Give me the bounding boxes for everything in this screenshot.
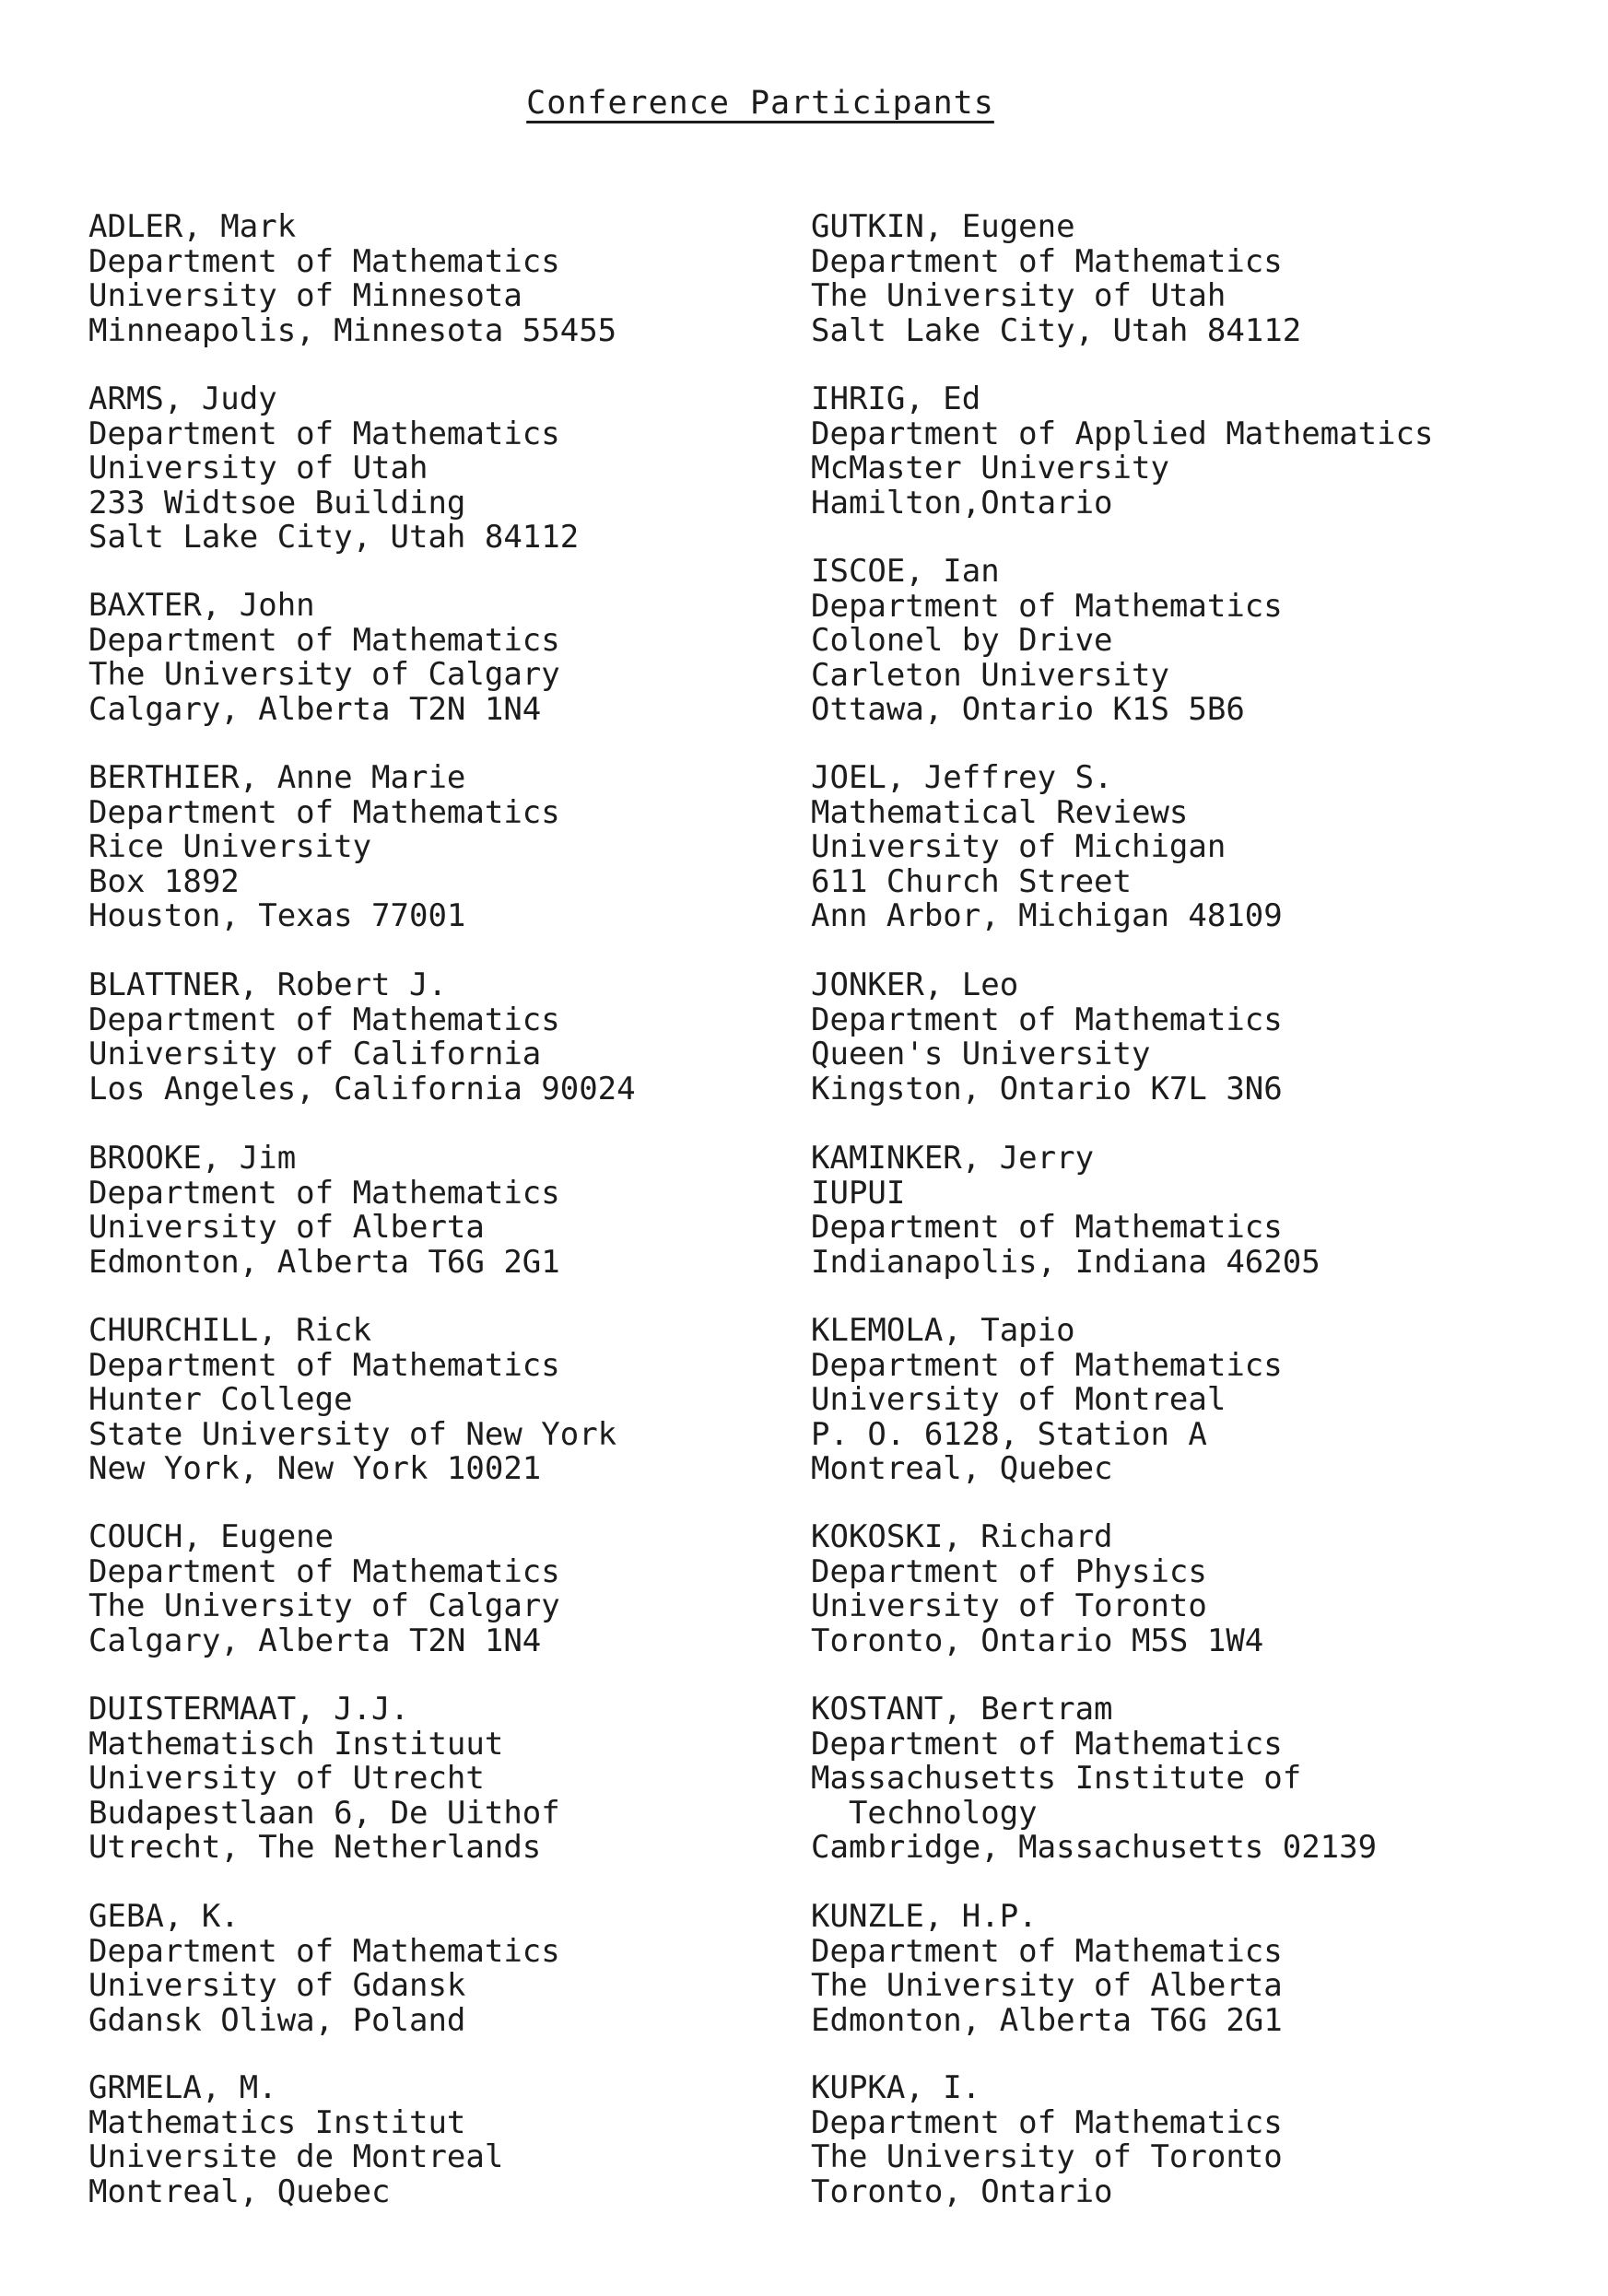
participant-name: JONKER, Leo <box>811 966 1019 1003</box>
address-line: Department of Mathematics <box>811 242 1283 280</box>
address-line: Calgary, Alberta T2N 1N4 <box>88 690 542 728</box>
address-line: Mathematical Reviews <box>811 793 1189 831</box>
participant-entry <box>88 210 616 348</box>
address-line: Universite de Montreal <box>88 2138 504 2175</box>
address-line: Ann Arbor, Michigan 48109 <box>811 897 1283 934</box>
address-line: Massachusetts Institute of <box>811 1760 1302 1797</box>
participant-entry <box>88 382 579 556</box>
participant-entry <box>88 1693 560 1866</box>
address-line: Rice University <box>88 828 372 865</box>
address-line: Salt Lake City, Utah 84112 <box>88 519 580 556</box>
address-line: Department of Mathematics <box>811 1725 1283 1763</box>
address-line: Mathematisch Instituut <box>88 1725 504 1763</box>
address-line: Box 1892 <box>88 862 240 900</box>
participant-name: KUNZLE, H.P. <box>811 1898 1038 1935</box>
address-line: Department of Mathematics <box>811 2103 1283 2141</box>
address-line: University of Toronto <box>811 1587 1207 1624</box>
address-line: Department of Mathematics <box>811 1001 1283 1038</box>
address-line: State University of New York <box>88 1415 617 1453</box>
address-line: Cambridge, Massachusetts 02139 <box>811 1829 1378 1866</box>
participant-name: COUCH, Eugene <box>88 1518 335 1555</box>
address-line: Hamilton,Ontario <box>811 484 1113 521</box>
participant-entry <box>811 1314 1283 1487</box>
participant-entry <box>811 761 1283 934</box>
address-line: Department of Mathematics <box>88 242 560 280</box>
address-line: Queen's University <box>811 1036 1151 1072</box>
participant-name: BLATTNER, Robert J. <box>88 966 447 1003</box>
address-line: Department of Mathematics <box>811 1346 1283 1384</box>
address-line: Los Angeles, California 90024 <box>88 1070 636 1107</box>
address-line: Toronto, Ontario <box>811 2173 1113 2210</box>
address-line: Department of Mathematics <box>88 1346 560 1384</box>
address-line: The University of Calgary <box>88 656 560 693</box>
participant-entry <box>811 555 1283 728</box>
address-line: The University of Toronto <box>811 2138 1283 2175</box>
address-line: Gdansk Oliwa, Poland <box>88 2001 466 2039</box>
participant-name: JOEL, Jeffrey S. <box>811 759 1113 796</box>
participant-name: GUTKIN, Eugene <box>811 208 1075 245</box>
participant-entry <box>811 1900 1283 2038</box>
address-line: Indianapolis, Indiana 46205 <box>811 1243 1320 1281</box>
address-line: McMaster University <box>811 450 1169 486</box>
participant-entry <box>88 1900 560 2038</box>
participant-name: BAXTER, John <box>88 587 315 624</box>
participant-name: DUISTERMAAT, J.J. <box>88 1691 409 1728</box>
address-line: Department of Mathematics <box>88 1552 560 1590</box>
address-line: Toronto, Ontario M5S 1W4 <box>811 1622 1264 1659</box>
address-line: Minneapolis, Minnesota 55455 <box>88 311 617 349</box>
address-line: Hunter College <box>88 1381 353 1418</box>
address-line: Department of Applied Mathematics <box>811 415 1434 452</box>
participant-entry <box>811 1520 1263 1658</box>
address-line: Department of Mathematics <box>811 587 1283 625</box>
participant-entry <box>811 1693 1377 1866</box>
address-line: Salt Lake City, Utah 84112 <box>811 311 1302 349</box>
address-line: University of Michigan <box>811 828 1227 865</box>
participant-entry <box>88 1314 616 1487</box>
participant-entry <box>811 968 1283 1107</box>
participant-name: KAMINKER, Jerry <box>811 1140 1095 1177</box>
participant-entry <box>88 761 560 934</box>
address-line: Montreal, Quebec <box>88 2173 391 2210</box>
participant-entry <box>811 210 1301 348</box>
address-line: Edmonton, Alberta T6G 2G1 <box>811 2001 1283 2039</box>
participant-name: ISCOE, Ian <box>811 553 1000 590</box>
address-line: 611 Church Street <box>811 862 1132 900</box>
address-line: Department of Mathematics <box>88 1932 560 1970</box>
address-line: Department of Mathematics <box>88 793 560 831</box>
address-line: Department of Mathematics <box>811 1209 1283 1246</box>
participant-entry <box>88 1520 560 1658</box>
address-line: 233 Widtsoe Building <box>88 484 466 521</box>
participant-entry <box>88 968 636 1107</box>
address-line: Department of Mathematics <box>88 621 560 659</box>
address-line: The University of Calgary <box>88 1587 560 1624</box>
participant-name: BERTHIER, Anne Marie <box>88 759 466 796</box>
address-line: Department of Mathematics <box>811 1932 1283 1970</box>
participant-entry <box>88 2071 503 2209</box>
participant-name: CHURCHILL, Rick <box>88 1312 372 1349</box>
address-line: Calgary, Alberta T2N 1N4 <box>88 1622 542 1659</box>
participant-name: GEBA, K. <box>88 1898 240 1935</box>
address-line: University of Utah <box>88 450 428 486</box>
address-line: P. O. 6128, Station A <box>811 1415 1207 1453</box>
address-line: Montreal, Quebec <box>811 1450 1113 1487</box>
address-line: Mathematics Institut <box>88 2103 466 2141</box>
address-line: Colonel by Drive <box>811 622 1113 659</box>
address-line: University of Utrecht <box>88 1760 485 1797</box>
address-line: Kingston, Ontario K7L 3N6 <box>811 1070 1283 1107</box>
participant-name: KOSTANT, Bertram <box>811 1691 1113 1728</box>
participant-name: GRMELA, M. <box>88 2069 277 2106</box>
address-line: Budapestlaan 6, De Uithof <box>88 1794 560 1832</box>
participant-name: KOKOSKI, Richard <box>811 1518 1113 1555</box>
address-line: Carleton University <box>811 656 1169 694</box>
page-title: Conference Participants <box>526 85 994 122</box>
address-line: IUPUI <box>811 1174 906 1212</box>
address-line: The University of Utah <box>811 277 1227 314</box>
address-line: Department of Physics <box>811 1552 1207 1590</box>
address-line: Department of Mathematics <box>88 1174 560 1212</box>
address-line: The University of Alberta <box>811 1967 1283 2004</box>
address-line: University of Alberta <box>88 1209 485 1246</box>
participant-name: ARMS, Judy <box>88 381 277 417</box>
participant-entry <box>88 589 560 727</box>
participant-entry <box>88 1142 560 1280</box>
participant-entry <box>811 382 1434 521</box>
address-line: University of Gdansk <box>88 1967 466 2004</box>
address-line: New York, New York 10021 <box>88 1450 542 1487</box>
address-line: Department of Mathematics <box>88 1001 560 1038</box>
participant-name: KUPKA, I. <box>811 2069 981 2106</box>
participant-name: IHRIG, Ed <box>811 381 981 417</box>
address-line: Ottawa, Ontario K1S 5B6 <box>811 691 1245 728</box>
participant-entry <box>811 1142 1320 1280</box>
participant-name: KLEMOLA, Tapio <box>811 1312 1075 1349</box>
address-line: University of Montreal <box>811 1381 1227 1418</box>
address-line: Department of Mathematics <box>88 415 560 452</box>
address-line: Utrecht, The Netherlands <box>88 1829 542 1866</box>
participant-name: ADLER, Mark <box>88 208 297 245</box>
address-line: Technology <box>811 1794 1038 1832</box>
address-line: Edmonton, Alberta T6G 2G1 <box>88 1243 560 1281</box>
address-line: Houston, Texas 77001 <box>88 897 466 934</box>
address-line: University of California <box>88 1036 542 1072</box>
participant-entry <box>811 2071 1283 2209</box>
participant-name: BROOKE, Jim <box>88 1140 297 1177</box>
address-line: University of Minnesota <box>88 277 522 314</box>
